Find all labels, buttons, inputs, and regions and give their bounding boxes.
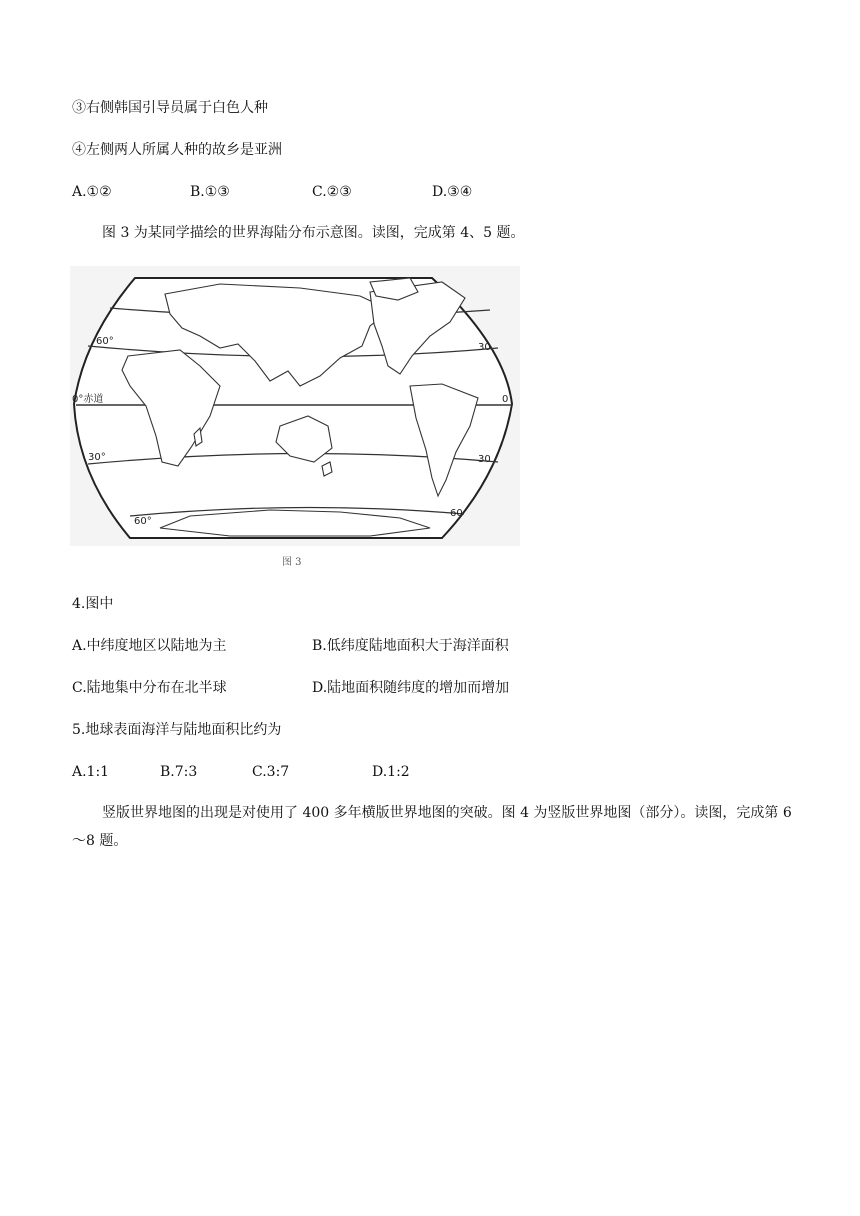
lat-label-30n-right: 30 bbox=[478, 342, 491, 353]
q3-option-c: C.②③ bbox=[312, 184, 352, 200]
lat-label-60n-left: 60° bbox=[96, 336, 114, 347]
lat-label-0-right: 0 bbox=[502, 394, 509, 405]
world-map-figure bbox=[70, 266, 520, 546]
q4-option-b: B.低纬度陆地面积大于海洋面积 bbox=[312, 638, 509, 654]
lat-label-30s-left: 30° bbox=[88, 452, 106, 463]
lat-label-60s-right: 60 bbox=[450, 508, 463, 519]
figure-caption: 图 3 bbox=[282, 557, 302, 568]
q5-option-a: A.1:1 bbox=[72, 764, 110, 780]
q5-option-b: B.7:3 bbox=[160, 764, 198, 780]
lat-label-0-left: 0°赤道 bbox=[72, 394, 104, 405]
lat-label-60s-left: 60° bbox=[134, 516, 152, 527]
intro-6-8: 竖版世界地图的出现是对使用了 400 多年横版世界地图的突破。图 4 为竖版世界地图（部分）。读图，完成第 6～8 题。 bbox=[72, 805, 792, 849]
statement-3: ③右侧韩国引导员属于白色人种 bbox=[72, 100, 268, 116]
q4-option-c: C.陆地集中分布在北半球 bbox=[72, 680, 227, 696]
q3-option-a: A.①② bbox=[72, 184, 112, 200]
q4-stem: 4.图中 bbox=[72, 596, 114, 612]
lat-label-30s-right: 30 bbox=[478, 454, 491, 465]
statement-4: ④左侧两人所属人种的故乡是亚洲 bbox=[72, 142, 282, 158]
q4-option-d: D.陆地面积随纬度的增加而增加 bbox=[312, 680, 510, 696]
q3-option-d: D.③④ bbox=[432, 184, 473, 200]
q5-option-d: D.1:2 bbox=[372, 764, 410, 780]
intro-4-5: 图 3 为某同学描绘的世界海陆分布示意图。读图，完成第 4、5 题。 bbox=[102, 225, 525, 241]
q5-option-c: C.3:7 bbox=[252, 764, 290, 780]
q3-option-b: B.①③ bbox=[190, 184, 230, 200]
q4-option-a: A.中纬度地区以陆地为主 bbox=[72, 638, 227, 654]
q5-stem: 5.地球表面海洋与陆地面积比约为 bbox=[72, 722, 282, 738]
